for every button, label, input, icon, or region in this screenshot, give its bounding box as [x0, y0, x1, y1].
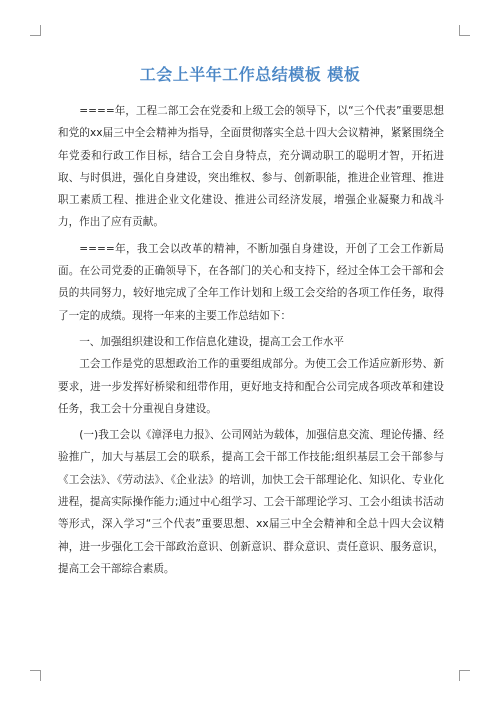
- document-body: [58, 100, 444, 584]
- paragraph-intro: ====年，工程二部工会在党委和上级工会的领导下，以“三个代表”重要思想和党的xx届三中全会精神为指导，全面贯彻落实全总十四大会议精神，紧紧围绕全年党委和行政工作目标，结合工会自身特点，充分调动职工的聪明才智，开拓进取、与时俱进，强化自身建设，突出维权、参与、创新职能，推进企业管理、推进职工素质工程、推进企业文化建设、推进公司经济发展，增强企业凝聚力和战斗力，作出了应有贡献。: [58, 105, 444, 229]
- section-heading: 一、加强组织建设和工作信息化建设，提高工会工作水平: [79, 335, 345, 348]
- document-title: 工会上半年工作总结模板 模板: [139, 65, 361, 84]
- page-corner-mark-top-left: [30, 25, 41, 36]
- paragraph-section-intro: 工会工作是党的思想政治工作的重要组成部分。为使工会工作适应新形势、新要求，进一步发挥好桥梁和纽带作用，更好地支持和配合公司完成各项改革和建设任务，我工会十分重视自身建设。: [58, 358, 444, 415]
- paragraph-summary: ====年，我工会以改革的精神，不断加强自身建设，开创了工会工作新局面。在公司党委的正确领导下，在各部门的关心和支持下，经过全体工会干部和会员的共同努力，较好地完成了全年工作计划和上级工会交给的各项工作任务，取得了一定的成绩。现将一年来的主要工作总结如下：: [58, 242, 444, 322]
- page-corner-mark-top-right: [459, 25, 470, 36]
- page-corner-mark-bottom-right: [459, 670, 470, 681]
- paragraph-item-1: (一)我工会以《漳泽电力报》、公司网站为载体，加强信息交流、理论传播、经验推广，加大与基层工会的联系，提高工会干部工作技能;组织基层工会干部参与《工会法》、《劳动法》、《企业法》的培训，加快工会干部理论化、知识化、专业化进程，提高实际操作能力;通过中心组学习、工会干部理论学习、工会小组读书活动等形式，深入学习“三个代表”重要思想、xx届三中全会精神和全总十四大会议精神，进一步强化工会干部政治意识、创新意识、群众意识、责任意识、服务意识，提高工会干部综合素质。: [58, 429, 444, 575]
- page-corner-mark-bottom-left: [30, 670, 41, 681]
